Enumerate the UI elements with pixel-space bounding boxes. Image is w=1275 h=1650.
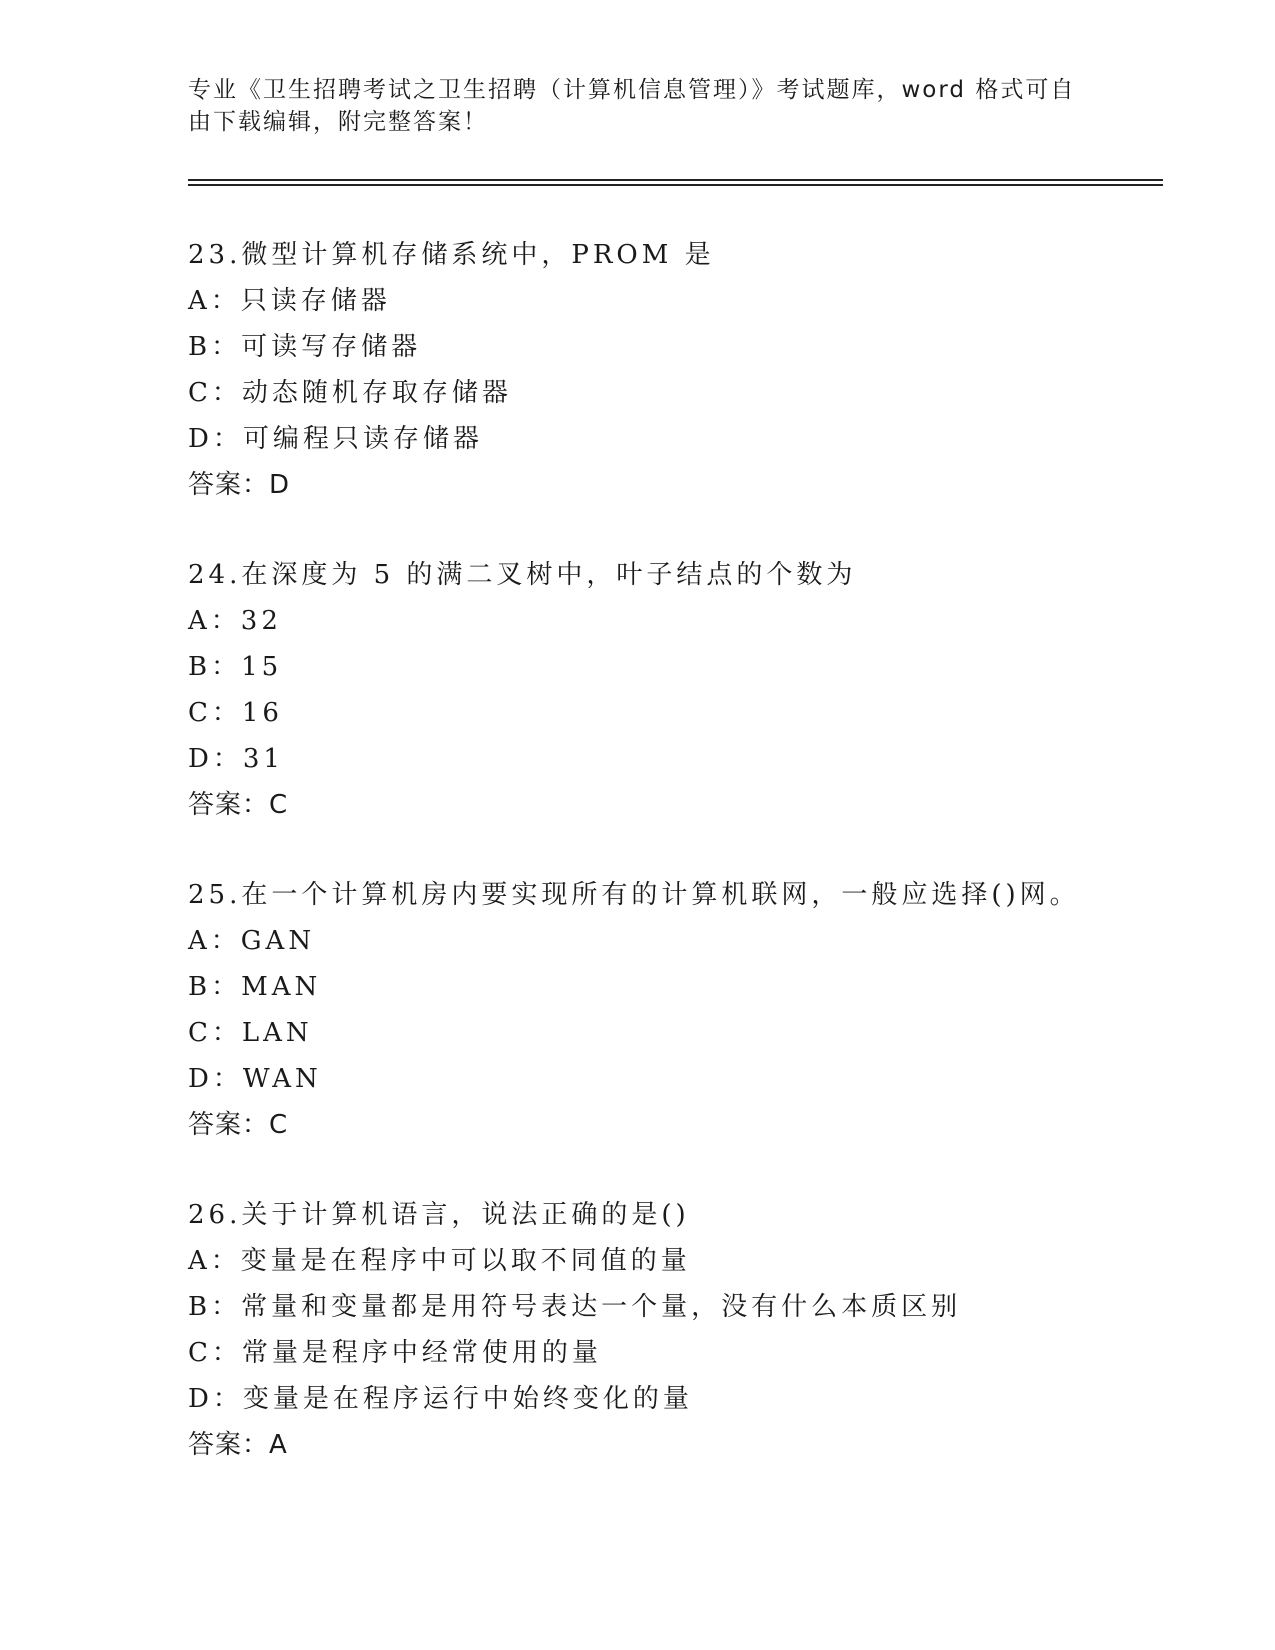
header-divider-bottom [188,184,1163,186]
option-b: B：常量和变量都是用符号表达一个量，没有什么本质区别 [188,1292,962,1322]
option-d: D：31 [188,744,284,774]
question-stem: 25.在一个计算机房内要实现所有的计算机联网，一般应选择()网。 [188,880,1080,910]
question-24 [188,552,1188,828]
document-header [188,74,1088,138]
option-a: A：GAN [188,926,316,956]
option-a: A：32 [188,606,282,636]
answer: 答案：C [188,790,289,820]
answer: 答案：A [188,1430,288,1460]
answer: 答案：D [188,470,291,500]
header-line-1: 专业《卫生招聘考试之卫生招聘（计算机信息管理）》考试题库，word 格式可自 [188,77,1076,103]
option-a: A：只读存储器 [188,286,391,316]
option-a: A：变量是在程序中可以取不同值的量 [188,1246,691,1276]
option-b: B：MAN [188,972,322,1002]
option-c: C：动态随机存取存储器 [188,378,512,408]
question-23 [188,232,1188,508]
question-stem: 23.微型计算机存储系统中，PROM 是 [188,240,715,270]
option-b: B：可读写存储器 [188,332,422,362]
option-c: C：常量是程序中经常使用的量 [188,1338,602,1368]
header-divider-top [188,179,1163,181]
option-b: B：15 [188,652,283,682]
option-d: D：变量是在程序运行中始终变化的量 [188,1384,693,1414]
header-line-2: 由下载编辑，附完整答案！ [188,109,488,135]
option-c: C：16 [188,698,283,728]
option-d: D：可编程只读存储器 [188,424,483,454]
answer: 答案：C [188,1110,289,1140]
option-d: D：WAN [188,1064,322,1094]
question-26 [188,1192,1188,1468]
question-25 [188,872,1188,1148]
option-c: C：LAN [188,1018,313,1048]
question-stem: 24.在深度为 5 的满二叉树中，叶子结点的个数为 [188,560,857,590]
question-stem: 26.关于计算机语言，说法正确的是() [188,1200,690,1230]
